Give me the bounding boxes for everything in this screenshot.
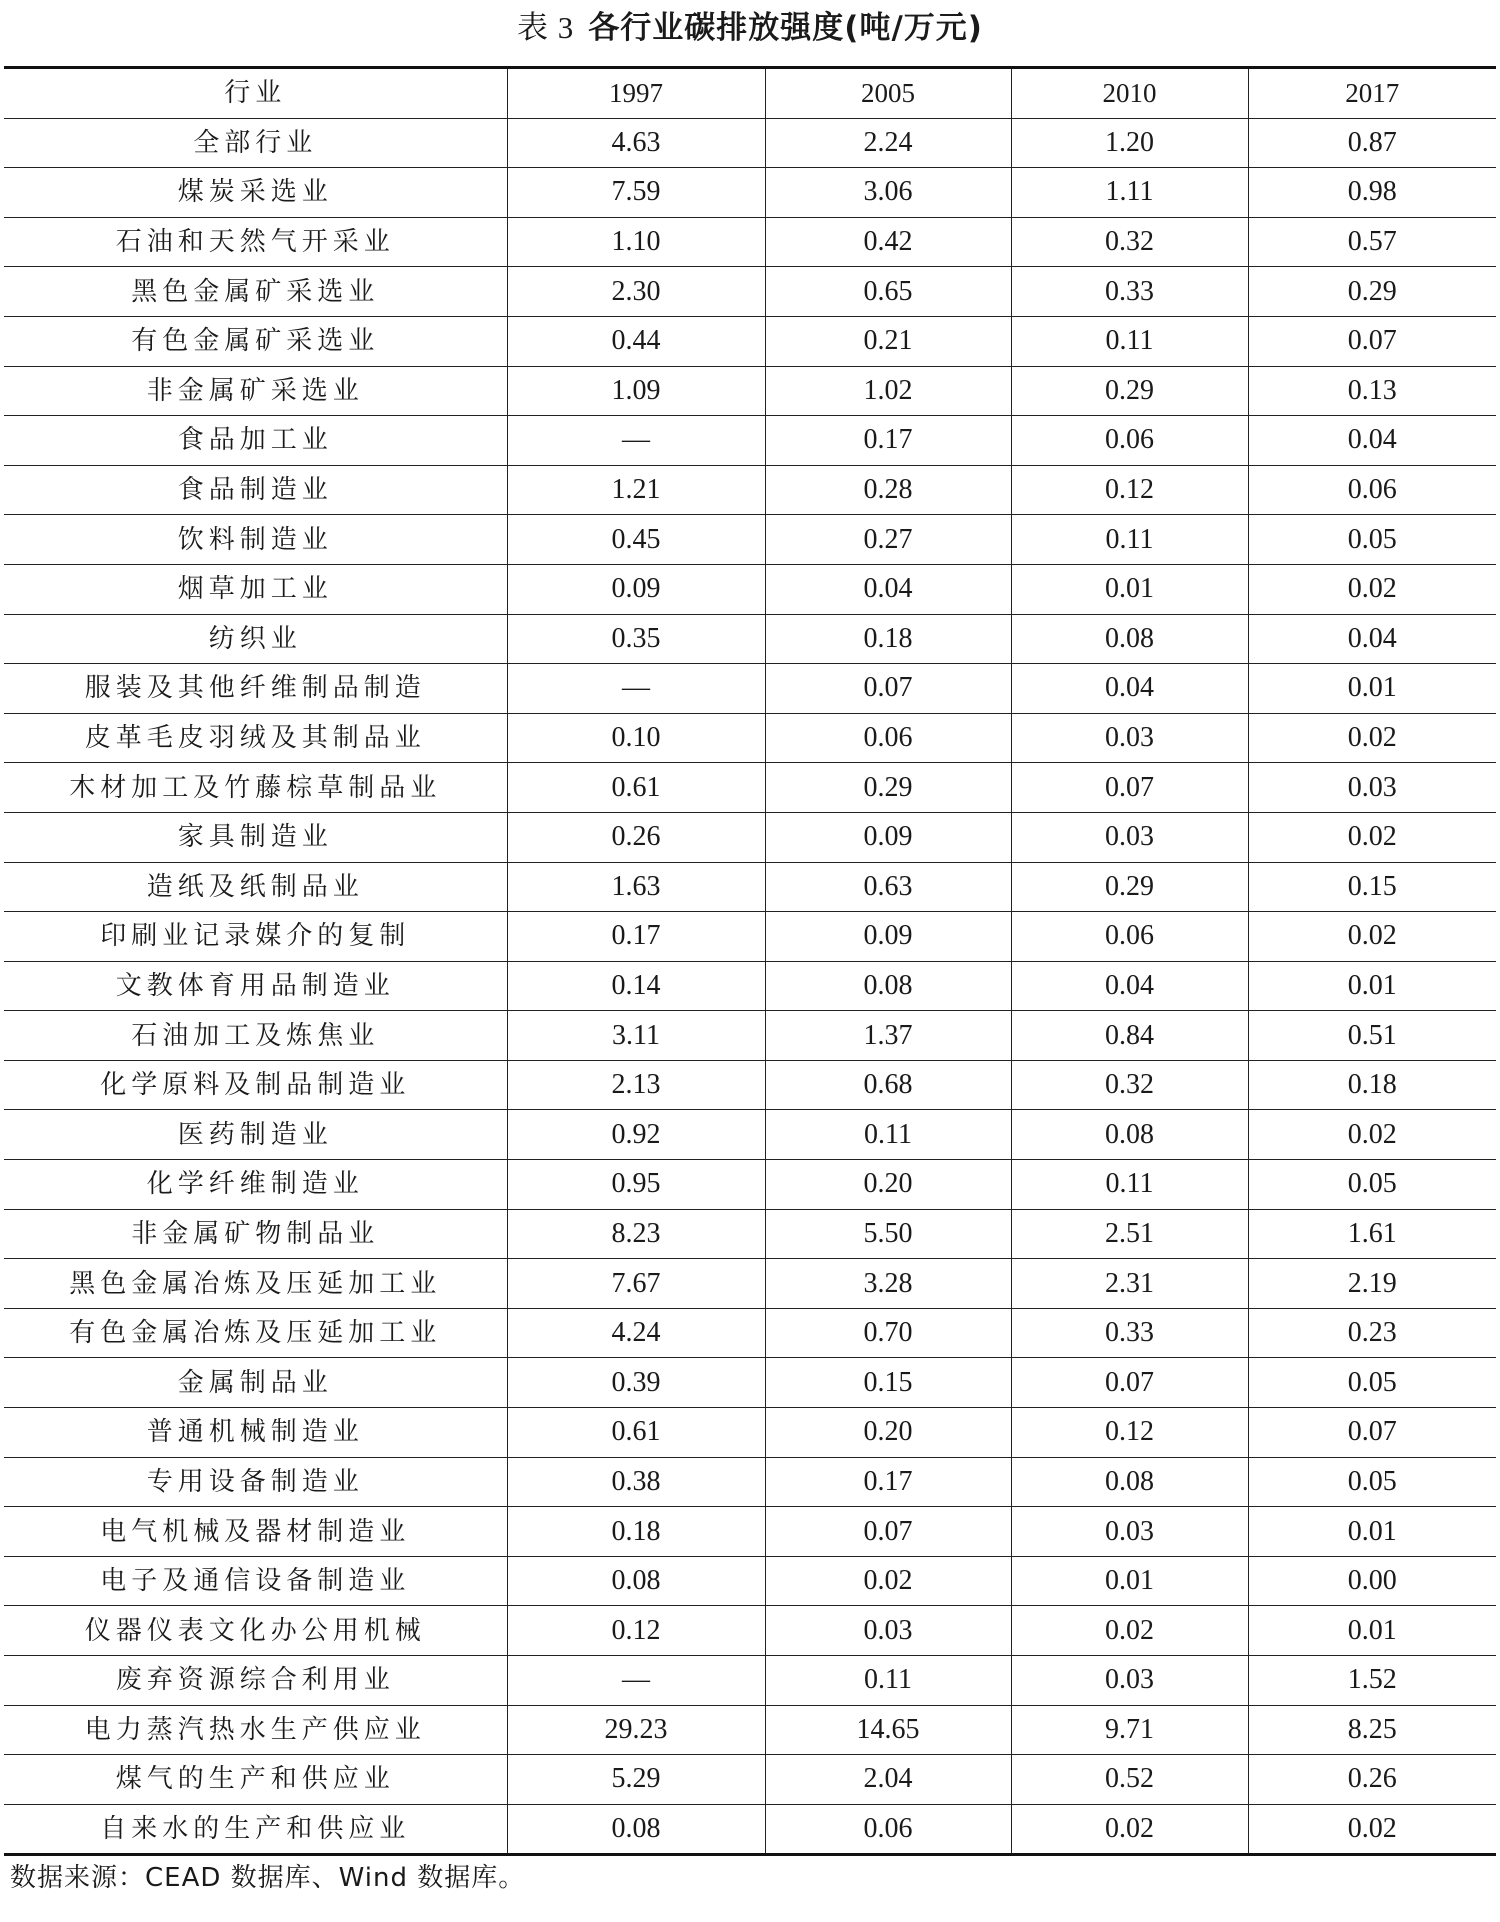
table-row bbox=[4, 267, 1496, 317]
value-2010-cell: 0.01 bbox=[1011, 564, 1248, 614]
industry-cell: 家具制造业 bbox=[4, 812, 507, 862]
value-2017-cell: 0.02 bbox=[1248, 1110, 1496, 1160]
table-row bbox=[4, 1755, 1496, 1805]
table-row bbox=[4, 664, 1496, 714]
value-2010-cell: 0.02 bbox=[1011, 1804, 1248, 1855]
value-2005-cell: 14.65 bbox=[765, 1705, 1011, 1755]
table-row bbox=[4, 1160, 1496, 1210]
value-2010-cell: 2.31 bbox=[1011, 1259, 1248, 1309]
header-industry: 行业 bbox=[4, 68, 507, 119]
value-1997-cell: 0.44 bbox=[507, 316, 765, 366]
value-1997-cell: 0.61 bbox=[507, 1408, 765, 1458]
value-2005-cell: 0.07 bbox=[765, 1507, 1011, 1557]
value-2017-cell: 0.98 bbox=[1248, 168, 1496, 218]
table-row bbox=[4, 961, 1496, 1011]
table-row bbox=[4, 862, 1496, 912]
value-2017-cell: 0.02 bbox=[1248, 812, 1496, 862]
value-2017-cell: 0.00 bbox=[1248, 1556, 1496, 1606]
industry-cell: 普通机械制造业 bbox=[4, 1408, 507, 1458]
header-year-2017: 2017 bbox=[1248, 68, 1496, 119]
value-2017-cell: 0.05 bbox=[1248, 1358, 1496, 1408]
value-2005-cell: 0.08 bbox=[765, 961, 1011, 1011]
table-row bbox=[4, 912, 1496, 962]
value-2017-cell: 0.13 bbox=[1248, 366, 1496, 416]
value-2010-cell: 1.11 bbox=[1011, 168, 1248, 218]
value-2010-cell: 0.29 bbox=[1011, 366, 1248, 416]
value-2010-cell: 9.71 bbox=[1011, 1705, 1248, 1755]
industry-cell: 电气机械及器材制造业 bbox=[4, 1507, 507, 1557]
industry-cell: 文教体育用品制造业 bbox=[4, 961, 507, 1011]
value-2005-cell: 0.11 bbox=[765, 1110, 1011, 1160]
value-2010-cell: 0.12 bbox=[1011, 1408, 1248, 1458]
value-2010-cell: 0.07 bbox=[1011, 763, 1248, 813]
value-1997-cell: 0.10 bbox=[507, 713, 765, 763]
industry-cell: 医药制造业 bbox=[4, 1110, 507, 1160]
value-2010-cell: 0.12 bbox=[1011, 465, 1248, 515]
value-2005-cell: 0.18 bbox=[765, 614, 1011, 664]
value-2005-cell: 0.06 bbox=[765, 713, 1011, 763]
table-number: 表 3 bbox=[517, 10, 575, 45]
value-2010-cell: 0.03 bbox=[1011, 1656, 1248, 1706]
value-2005-cell: 0.09 bbox=[765, 812, 1011, 862]
industry-cell: 黑色金属冶炼及压延加工业 bbox=[4, 1259, 507, 1309]
industry-cell: 煤气的生产和供应业 bbox=[4, 1755, 507, 1805]
value-2010-cell: 0.33 bbox=[1011, 1308, 1248, 1358]
industry-cell: 木材加工及竹藤棕草制品业 bbox=[4, 763, 507, 813]
value-2005-cell: 2.24 bbox=[765, 118, 1011, 168]
industry-cell: 专用设备制造业 bbox=[4, 1457, 507, 1507]
industry-cell: 全部行业 bbox=[4, 118, 507, 168]
table-title-text: 各行业碳排放强度(吨/万元) bbox=[588, 10, 983, 46]
industry-cell: 有色金属矿采选业 bbox=[4, 316, 507, 366]
value-2017-cell: 0.07 bbox=[1248, 316, 1496, 366]
value-2005-cell: 0.02 bbox=[765, 1556, 1011, 1606]
value-1997-cell: 2.13 bbox=[507, 1060, 765, 1110]
industry-cell: 食品制造业 bbox=[4, 465, 507, 515]
value-1997-cell: 3.11 bbox=[507, 1011, 765, 1061]
industry-cell: 电力蒸汽热水生产供应业 bbox=[4, 1705, 507, 1755]
industry-cell: 金属制品业 bbox=[4, 1358, 507, 1408]
value-2017-cell: 1.52 bbox=[1248, 1656, 1496, 1706]
table-row bbox=[4, 217, 1496, 267]
value-1997-cell: 0.95 bbox=[507, 1160, 765, 1210]
industry-cell: 化学纤维制造业 bbox=[4, 1160, 507, 1210]
value-1997-cell: 5.29 bbox=[507, 1755, 765, 1805]
value-2005-cell: 0.42 bbox=[765, 217, 1011, 267]
value-2017-cell: 0.04 bbox=[1248, 416, 1496, 466]
value-2017-cell: 0.29 bbox=[1248, 267, 1496, 317]
value-2005-cell: 0.20 bbox=[765, 1160, 1011, 1210]
value-2010-cell: 0.04 bbox=[1011, 961, 1248, 1011]
value-2010-cell: 0.11 bbox=[1011, 515, 1248, 565]
industry-cell: 纺织业 bbox=[4, 614, 507, 664]
industry-cell: 烟草加工业 bbox=[4, 564, 507, 614]
industry-cell: 化学原料及制品制造业 bbox=[4, 1060, 507, 1110]
value-2005-cell: 3.28 bbox=[765, 1259, 1011, 1309]
table-row bbox=[4, 1705, 1496, 1755]
industry-cell: 石油和天然气开采业 bbox=[4, 217, 507, 267]
table-row bbox=[4, 316, 1496, 366]
value-1997-cell: 7.59 bbox=[507, 168, 765, 218]
value-2010-cell: 0.08 bbox=[1011, 1457, 1248, 1507]
value-2010-cell: 0.08 bbox=[1011, 1110, 1248, 1160]
value-2017-cell: 0.01 bbox=[1248, 664, 1496, 714]
value-2010-cell: 0.01 bbox=[1011, 1556, 1248, 1606]
value-2017-cell: 0.01 bbox=[1248, 1606, 1496, 1656]
table-row bbox=[4, 416, 1496, 466]
value-2005-cell: 5.50 bbox=[765, 1209, 1011, 1259]
value-1997-cell: — bbox=[507, 1656, 765, 1706]
value-1997-cell: 1.21 bbox=[507, 465, 765, 515]
value-2017-cell: 0.23 bbox=[1248, 1308, 1496, 1358]
value-2017-cell: 0.05 bbox=[1248, 1160, 1496, 1210]
table-row bbox=[4, 614, 1496, 664]
value-2010-cell: 0.52 bbox=[1011, 1755, 1248, 1805]
value-1997-cell: 0.14 bbox=[507, 961, 765, 1011]
value-2017-cell: 0.02 bbox=[1248, 912, 1496, 962]
table-row bbox=[4, 564, 1496, 614]
value-1997-cell: 0.09 bbox=[507, 564, 765, 614]
value-1997-cell: 0.08 bbox=[507, 1556, 765, 1606]
table-row bbox=[4, 1011, 1496, 1061]
value-2005-cell: 0.65 bbox=[765, 267, 1011, 317]
value-2010-cell: 0.08 bbox=[1011, 614, 1248, 664]
value-1997-cell: 29.23 bbox=[507, 1705, 765, 1755]
value-2005-cell: 0.06 bbox=[765, 1804, 1011, 1855]
value-2005-cell: 0.07 bbox=[765, 664, 1011, 714]
table-row bbox=[4, 1308, 1496, 1358]
value-2010-cell: 0.06 bbox=[1011, 912, 1248, 962]
industry-cell: 非金属矿采选业 bbox=[4, 366, 507, 416]
value-2017-cell: 0.87 bbox=[1248, 118, 1496, 168]
header-year-2010: 2010 bbox=[1011, 68, 1248, 119]
value-2017-cell: 0.07 bbox=[1248, 1408, 1496, 1458]
value-2017-cell: 0.06 bbox=[1248, 465, 1496, 515]
value-2005-cell: 0.63 bbox=[765, 862, 1011, 912]
value-2005-cell: 0.15 bbox=[765, 1358, 1011, 1408]
table-row bbox=[4, 1606, 1496, 1656]
industry-cell: 煤炭采选业 bbox=[4, 168, 507, 218]
value-2010-cell: 0.29 bbox=[1011, 862, 1248, 912]
value-1997-cell: 1.10 bbox=[507, 217, 765, 267]
value-1997-cell: 0.45 bbox=[507, 515, 765, 565]
value-1997-cell: 7.67 bbox=[507, 1259, 765, 1309]
value-1997-cell: 0.39 bbox=[507, 1358, 765, 1408]
value-2017-cell: 0.02 bbox=[1248, 713, 1496, 763]
table-row bbox=[4, 118, 1496, 168]
value-1997-cell: 0.26 bbox=[507, 812, 765, 862]
value-2010-cell: 0.32 bbox=[1011, 217, 1248, 267]
value-2010-cell: 0.03 bbox=[1011, 1507, 1248, 1557]
value-2005-cell: 0.28 bbox=[765, 465, 1011, 515]
value-2010-cell: 0.11 bbox=[1011, 316, 1248, 366]
industry-cell: 电子及通信设备制造业 bbox=[4, 1556, 507, 1606]
value-1997-cell: 1.09 bbox=[507, 366, 765, 416]
table-row bbox=[4, 1060, 1496, 1110]
value-2017-cell: 0.15 bbox=[1248, 862, 1496, 912]
value-2010-cell: 0.11 bbox=[1011, 1160, 1248, 1210]
table-row bbox=[4, 515, 1496, 565]
value-2005-cell: 1.37 bbox=[765, 1011, 1011, 1061]
industry-cell: 皮革毛皮羽绒及其制品业 bbox=[4, 713, 507, 763]
table-row bbox=[4, 1209, 1496, 1259]
value-2017-cell: 0.01 bbox=[1248, 1507, 1496, 1557]
value-2017-cell: 0.01 bbox=[1248, 961, 1496, 1011]
value-2010-cell: 0.32 bbox=[1011, 1060, 1248, 1110]
value-1997-cell: 0.12 bbox=[507, 1606, 765, 1656]
table-row bbox=[4, 1556, 1496, 1606]
value-2017-cell: 0.18 bbox=[1248, 1060, 1496, 1110]
value-2005-cell: 1.02 bbox=[765, 366, 1011, 416]
value-2005-cell: 3.06 bbox=[765, 168, 1011, 218]
industry-cell: 造纸及纸制品业 bbox=[4, 862, 507, 912]
industry-cell: 非金属矿物制品业 bbox=[4, 1209, 507, 1259]
table-row bbox=[4, 1110, 1496, 1160]
value-1997-cell: 0.08 bbox=[507, 1804, 765, 1855]
table-header bbox=[4, 68, 1496, 119]
value-1997-cell: 8.23 bbox=[507, 1209, 765, 1259]
value-2017-cell: 0.05 bbox=[1248, 1457, 1496, 1507]
table-row bbox=[4, 713, 1496, 763]
header-year-1997: 1997 bbox=[507, 68, 765, 119]
value-2005-cell: 0.68 bbox=[765, 1060, 1011, 1110]
value-2017-cell: 0.05 bbox=[1248, 515, 1496, 565]
value-1997-cell: 0.92 bbox=[507, 1110, 765, 1160]
value-2005-cell: 0.27 bbox=[765, 515, 1011, 565]
header-year-2005: 2005 bbox=[765, 68, 1011, 119]
value-1997-cell: — bbox=[507, 416, 765, 466]
value-1997-cell: 1.63 bbox=[507, 862, 765, 912]
value-2017-cell: 0.26 bbox=[1248, 1755, 1496, 1805]
value-1997-cell: 0.38 bbox=[507, 1457, 765, 1507]
table-row bbox=[4, 366, 1496, 416]
value-2005-cell: 0.17 bbox=[765, 416, 1011, 466]
value-2010-cell: 0.33 bbox=[1011, 267, 1248, 317]
industry-cell: 有色金属冶炼及压延加工业 bbox=[4, 1308, 507, 1358]
value-1997-cell: 4.63 bbox=[507, 118, 765, 168]
industry-cell: 仪器仪表文化办公用机械 bbox=[4, 1606, 507, 1656]
table-row bbox=[4, 1457, 1496, 1507]
value-2005-cell: 0.29 bbox=[765, 763, 1011, 813]
value-2010-cell: 0.06 bbox=[1011, 416, 1248, 466]
value-2005-cell: 0.21 bbox=[765, 316, 1011, 366]
value-2017-cell: 8.25 bbox=[1248, 1705, 1496, 1755]
value-2017-cell: 0.03 bbox=[1248, 763, 1496, 813]
value-1997-cell: 0.18 bbox=[507, 1507, 765, 1557]
source-note: 数据来源：CEAD 数据库、Wind 数据库。 bbox=[10, 1863, 526, 1893]
table-row bbox=[4, 1656, 1496, 1706]
value-1997-cell: 4.24 bbox=[507, 1308, 765, 1358]
table-row bbox=[4, 812, 1496, 862]
carbon-intensity-table bbox=[4, 66, 1496, 1856]
value-2005-cell: 0.11 bbox=[765, 1656, 1011, 1706]
value-1997-cell: 2.30 bbox=[507, 267, 765, 317]
value-2010-cell: 0.84 bbox=[1011, 1011, 1248, 1061]
value-2005-cell: 0.17 bbox=[765, 1457, 1011, 1507]
industry-cell: 饮料制造业 bbox=[4, 515, 507, 565]
value-2005-cell: 2.04 bbox=[765, 1755, 1011, 1805]
table-body bbox=[4, 118, 1496, 1855]
table-row bbox=[4, 1259, 1496, 1309]
table-row bbox=[4, 1408, 1496, 1458]
value-2005-cell: 0.20 bbox=[765, 1408, 1011, 1458]
value-2010-cell: 0.07 bbox=[1011, 1358, 1248, 1408]
table-row bbox=[4, 168, 1496, 218]
value-1997-cell: 0.61 bbox=[507, 763, 765, 813]
value-2017-cell: 0.02 bbox=[1248, 1804, 1496, 1855]
value-2005-cell: 0.70 bbox=[765, 1308, 1011, 1358]
industry-cell: 自来水的生产和供应业 bbox=[4, 1804, 507, 1855]
value-2010-cell: 0.04 bbox=[1011, 664, 1248, 714]
industry-cell: 石油加工及炼焦业 bbox=[4, 1011, 507, 1061]
value-2010-cell: 0.03 bbox=[1011, 812, 1248, 862]
value-2017-cell: 0.02 bbox=[1248, 564, 1496, 614]
value-2017-cell: 2.19 bbox=[1248, 1259, 1496, 1309]
table-row bbox=[4, 1507, 1496, 1557]
table-row bbox=[4, 1358, 1496, 1408]
industry-cell: 服装及其他纤维制品制造 bbox=[4, 664, 507, 714]
value-2017-cell: 0.57 bbox=[1248, 217, 1496, 267]
header-row bbox=[4, 68, 1496, 119]
value-2017-cell: 1.61 bbox=[1248, 1209, 1496, 1259]
value-2010-cell: 0.03 bbox=[1011, 713, 1248, 763]
value-2010-cell: 0.02 bbox=[1011, 1606, 1248, 1656]
industry-cell: 印刷业记录媒介的复制 bbox=[4, 912, 507, 962]
industry-cell: 废弃资源综合利用业 bbox=[4, 1656, 507, 1706]
industry-cell: 食品加工业 bbox=[4, 416, 507, 466]
value-1997-cell: 0.35 bbox=[507, 614, 765, 664]
value-2005-cell: 0.04 bbox=[765, 564, 1011, 614]
value-2010-cell: 2.51 bbox=[1011, 1209, 1248, 1259]
value-1997-cell: — bbox=[507, 664, 765, 714]
table-row bbox=[4, 465, 1496, 515]
value-2017-cell: 0.04 bbox=[1248, 614, 1496, 664]
value-1997-cell: 0.17 bbox=[507, 912, 765, 962]
value-2010-cell: 1.20 bbox=[1011, 118, 1248, 168]
value-2005-cell: 0.09 bbox=[765, 912, 1011, 962]
table-row bbox=[4, 1804, 1496, 1855]
table-title bbox=[0, 6, 1500, 50]
industry-cell: 黑色金属矿采选业 bbox=[4, 267, 507, 317]
value-2005-cell: 0.03 bbox=[765, 1606, 1011, 1656]
table-row bbox=[4, 763, 1496, 813]
value-2017-cell: 0.51 bbox=[1248, 1011, 1496, 1061]
